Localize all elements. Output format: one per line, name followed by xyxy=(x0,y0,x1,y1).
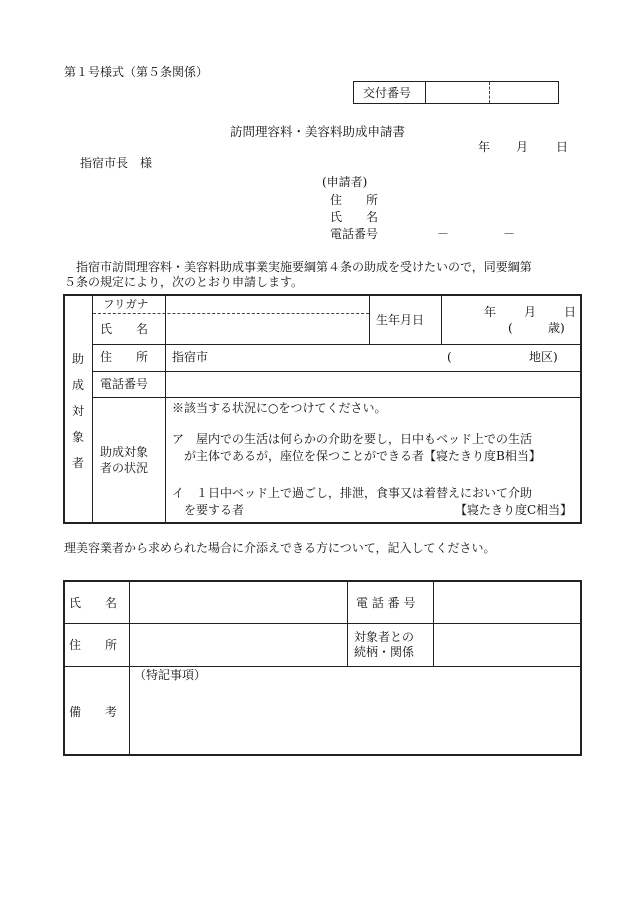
side-label-char: 象 xyxy=(71,430,84,444)
remarks-field[interactable] xyxy=(130,684,581,754)
date-day: 日 xyxy=(556,140,569,154)
applicant-phone-label: 電話番号 xyxy=(330,227,379,241)
phone-dash: － xyxy=(503,227,516,241)
applicant-address-label: 住 所 xyxy=(330,193,379,207)
phone-dash: － xyxy=(437,227,450,241)
caretaker-phone-field[interactable] xyxy=(434,582,581,622)
birth-day: 日 xyxy=(564,305,577,319)
option-a[interactable]: ア 屋内での生活は何らかの介助を要し，日中もベッド上での生活 xyxy=(172,432,533,446)
remarks-label: 備 考 xyxy=(69,705,118,719)
caretaker-name-field[interactable] xyxy=(130,582,346,622)
date-month: 月 xyxy=(516,140,529,154)
relation-field[interactable] xyxy=(434,624,581,665)
furigana-field[interactable] xyxy=(166,296,369,313)
birth-year: 年 xyxy=(484,305,497,319)
caretaker-name-label: 氏 名 xyxy=(69,596,118,610)
subject-phone-field[interactable] xyxy=(166,372,580,397)
side-label-char: 成 xyxy=(71,378,84,392)
district-open: ( xyxy=(447,350,452,364)
status-note: ※該当する状況に○をつけてください。 xyxy=(172,401,387,415)
subject-name-label: 氏 名 xyxy=(100,322,149,336)
intro-line-1: 指宿市訪問理容料・美容料助成事業実施要綱第４条の助成を受けたいので，同要綱第 xyxy=(64,260,532,274)
age-open: ( xyxy=(508,321,513,335)
relation-label: 続柄・関係 xyxy=(354,645,415,659)
option-b-level: 【寝たきり度C相当】 xyxy=(455,503,573,517)
relation-label: 対象者との xyxy=(354,630,415,644)
caretaker-address-field[interactable] xyxy=(130,624,346,665)
caretaker-note: 理美容業者から求められた場合に介添えできる方について，記入してください。 xyxy=(64,541,496,555)
option-b[interactable]: イ １日中ベッド上で過ごし，排泄，食事又は着替えにおいて介助 xyxy=(172,486,533,500)
status-label: 助成対象 xyxy=(100,445,149,459)
subject-name-field[interactable] xyxy=(166,314,369,344)
caretaker-address-label: 住 所 xyxy=(69,638,118,652)
page-title: 訪問理容料・美容料助成申請書 xyxy=(230,124,406,139)
option-a[interactable]: が主体であるが，座位を保つことができる者【寝たきり度B相当】 xyxy=(172,449,541,463)
district-label: 地区) xyxy=(529,350,558,364)
date-year: 年 xyxy=(478,140,491,154)
option-b[interactable]: を要する者 xyxy=(172,503,245,517)
subject-address-label: 住 所 xyxy=(100,350,149,364)
furigana-label: フリガナ xyxy=(103,297,149,311)
birth-date-label: 生年月日 xyxy=(376,313,425,327)
applicant-header: (申請者) xyxy=(322,175,368,189)
applicant-name-label: 氏 名 xyxy=(330,210,379,224)
addressee: 指宿市長 様 xyxy=(80,156,153,170)
side-label-char: 者 xyxy=(71,456,84,470)
caretaker-phone-label: 電 話 番 号 xyxy=(356,596,416,610)
intro-line-2: ５条の規定により，次のとおり申請します。 xyxy=(64,275,304,289)
side-label-char: 対 xyxy=(71,404,84,418)
form-number: 第１号様式（第５条関係） xyxy=(64,65,209,79)
subject-address-value[interactable]: 指宿市 xyxy=(172,350,209,364)
birth-month: 月 xyxy=(524,305,537,319)
side-label-char: 助 xyxy=(71,352,84,366)
subject-phone-label: 電話番号 xyxy=(100,377,149,391)
status-label: 者の状況 xyxy=(100,461,149,475)
remarks-note: （特記事項） xyxy=(134,668,207,682)
age-close: 歳) xyxy=(548,321,565,335)
issue-number-label: 交付番号 xyxy=(363,86,412,100)
